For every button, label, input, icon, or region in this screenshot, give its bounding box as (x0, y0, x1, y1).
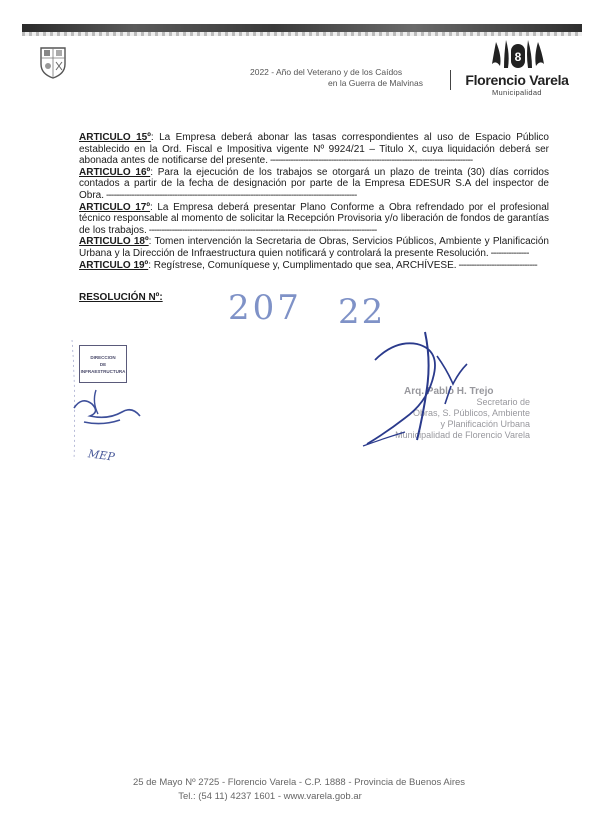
logo-name: Florencio Varela (465, 72, 569, 88)
signatory-title: Obras, S. Públicos, Ambiente (412, 408, 530, 418)
resolution-number-stamp: 207 (228, 288, 302, 328)
article-fill: --------------- (488, 247, 529, 259)
article-text: : Tomen intervención la Secretaria de Obras, Servicios Públicos, Ambiente y Planificación Urbana y la Dirección de Infraestructura quien notificará y controlará la presente Resolución. (79, 236, 549, 259)
article-19 (79, 260, 549, 272)
florencio-varela-logo-icon (458, 38, 576, 72)
article-label: ARTICULO 15º (79, 132, 151, 143)
signatory-name: Arq. Pablo H. Trejo (404, 386, 494, 397)
header-band (22, 24, 582, 32)
handwritten-signature (355, 320, 535, 470)
article-16 (79, 167, 549, 202)
logo-subtitle: Municipalidad (492, 88, 542, 97)
articles-section (79, 132, 549, 271)
article-fill: -------------------------------------------------------------------------------- (268, 155, 473, 167)
svg-text:8: 8 (514, 50, 522, 64)
article-15 (79, 132, 549, 167)
stamp-line: DIRECCION (90, 355, 116, 360)
page-footer (0, 776, 598, 804)
footer-address: 25 de Mayo Nº 2725 - Florencio Varela - C.P. 1888 - Provincia de Buenos Aires (132, 777, 466, 788)
article-fill: --------------------------------------------------------------------------------------------------- (104, 189, 357, 201)
article-label: ARTICULO 17º (79, 201, 151, 213)
signatory-title: Municipalidad de Florencio Varela (395, 430, 530, 440)
year-motto-line1: 2022 - Año del Veterano y de los Caídos (250, 67, 403, 77)
article-text: : La Empresa deberá abonar las tasas correspondientes al uso de Espacio Público establecido en la Ord. Fiscal e Impositiva vigente Nº 9924/21 – Titulo X, cuya liquidación deberá ser abonada antes de notificarse del presente. (79, 132, 549, 167)
resolution-label: RESOLUCIÓN Nº: (79, 292, 163, 303)
signatory-title: Secretario de (476, 397, 530, 407)
handwritten-initials: MEP (87, 447, 116, 464)
florencio-varela-logo (458, 38, 576, 98)
municipal-crest-icon (38, 46, 68, 80)
article-text: : Regístrese, Comuníquese y, Cumplimentado que sea, ARCHÍVESE. (148, 259, 457, 271)
stamp-line: INFRAESTRUCTURA (80, 369, 126, 374)
signatory-title: y Planificación Urbana (440, 419, 530, 429)
stamp-line: DE (99, 362, 107, 367)
article-label: ARTICULO 19º (79, 259, 149, 271)
year-motto (250, 67, 440, 89)
article-fill: ------------------------------- (456, 259, 537, 271)
article-text: : Para la ejecución de los trabajos se otorgará un plazo de treinta (30) días corridos contados a partir de la fecha de designación por parte de la Empresa EDESUR S.A del inspector de Obra. (79, 166, 549, 201)
article-label: ARTICULO 16º (79, 166, 151, 178)
article-fill: ------------------------------------------------------------------------------------------ (146, 224, 377, 236)
header-divider (450, 70, 451, 90)
article-label: ARTICULO 18º (79, 236, 149, 248)
resolution-year-stamp: 22 (338, 292, 386, 332)
article-18 (79, 236, 549, 259)
article-text: : La Empresa deberá presentar Plano Conforme a Obra refrendado por el profesional técnico responsable al momento de solicitar la Recepción Provisoria y/o liberación de fondos de garantías de los trabajos. (79, 201, 549, 236)
article-17 (79, 202, 549, 237)
footer-contact: Tel.: (54 11) 4237 1601 - www.varela.gob.ar (178, 791, 362, 802)
year-motto-line2: en la Guerra de Malvinas (328, 78, 423, 88)
